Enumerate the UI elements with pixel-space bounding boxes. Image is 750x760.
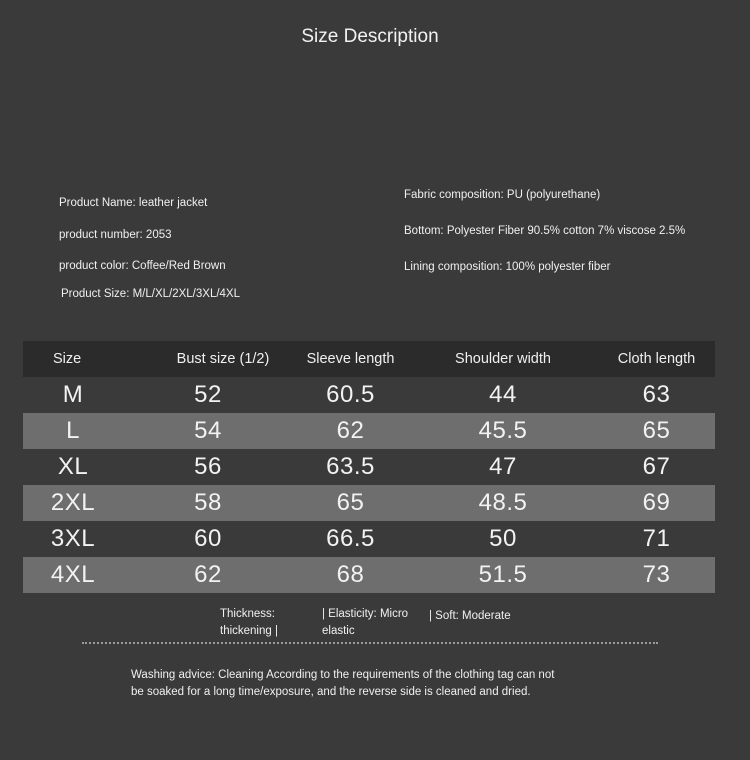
size-cell: 2XL: [23, 485, 123, 521]
elasticity-note: [322, 606, 408, 640]
elasticity-line1: | Elasticity: Micro: [322, 608, 409, 620]
shoulder-cell: 48.5: [408, 485, 598, 521]
table-row: [23, 413, 715, 449]
bust-cell: 62: [123, 557, 293, 593]
cloth-cell: 71: [598, 521, 715, 557]
soft-note: | Soft: Moderate: [429, 610, 511, 622]
shoulder-cell: 44: [408, 377, 598, 413]
column-header-size: Size: [23, 341, 123, 377]
table-row: [23, 485, 715, 521]
page-title: Size Description: [301, 26, 439, 47]
bust-cell: 52: [123, 377, 293, 413]
cloth-cell: 73: [598, 557, 715, 593]
size-cell: M: [23, 377, 123, 413]
column-header-bust: Bust size (1/2): [123, 341, 293, 377]
table-row: [23, 377, 715, 413]
table-row: [23, 449, 715, 485]
product-number: product number: 2053: [59, 229, 172, 241]
column-header-shoulder: Shoulder width: [408, 341, 598, 377]
dotted-divider: [82, 642, 658, 644]
sleeve-cell: 62: [293, 413, 408, 449]
size-cell: 3XL: [23, 521, 123, 557]
sleeve-cell: 65: [293, 485, 408, 521]
bust-cell: 56: [123, 449, 293, 485]
sleeve-cell: 66.5: [293, 521, 408, 557]
table-header-row: [23, 341, 715, 377]
product-name: Product Name: leather jacket: [59, 197, 208, 209]
column-header-cloth: Cloth length: [598, 341, 715, 377]
fabric-bottom: Bottom: Polyester Fiber 90.5% cotton 7% viscose 2.5%: [404, 225, 686, 237]
cloth-cell: 67: [598, 449, 715, 485]
size-cell: L: [23, 413, 123, 449]
cloth-cell: 65: [598, 413, 715, 449]
sleeve-cell: 60.5: [293, 377, 408, 413]
cloth-cell: 63: [598, 377, 715, 413]
shoulder-cell: 50: [408, 521, 598, 557]
bust-cell: 60: [123, 521, 293, 557]
sleeve-cell: 68: [293, 557, 408, 593]
cloth-cell: 69: [598, 485, 715, 521]
thickness-line1: Thickness:: [220, 608, 275, 620]
lining-composition: Lining composition: 100% polyester fiber: [404, 261, 611, 273]
size-cell: 4XL: [23, 557, 123, 593]
thickness-line2: thickening |: [220, 625, 278, 637]
fabric-composition: Fabric composition: PU (polyurethane): [404, 189, 601, 201]
size-table: [23, 341, 715, 593]
shoulder-cell: 51.5: [408, 557, 598, 593]
bust-cell: 54: [123, 413, 293, 449]
table-row: [23, 557, 715, 593]
bust-cell: 58: [123, 485, 293, 521]
shoulder-cell: 45.5: [408, 413, 598, 449]
washing-line2: be soaked for a long time/exposure, and the reverse side is cleaned and dried.: [131, 686, 531, 698]
product-color: product color: Coffee/Red Brown: [59, 260, 226, 272]
table-row: [23, 521, 715, 557]
elasticity-line2: elastic: [322, 625, 355, 637]
thickness-note: [220, 606, 278, 640]
size-cell: XL: [23, 449, 123, 485]
sleeve-cell: 63.5: [293, 449, 408, 485]
column-header-sleeve: Sleeve length: [293, 341, 408, 377]
washing-advice: [131, 667, 554, 701]
washing-line1: Washing advice: Cleaning According to the requirements of the clothing tag can not: [131, 669, 555, 681]
product-size: Product Size: M/L/XL/2XL/3XL/4XL: [61, 288, 240, 300]
shoulder-cell: 47: [408, 449, 598, 485]
